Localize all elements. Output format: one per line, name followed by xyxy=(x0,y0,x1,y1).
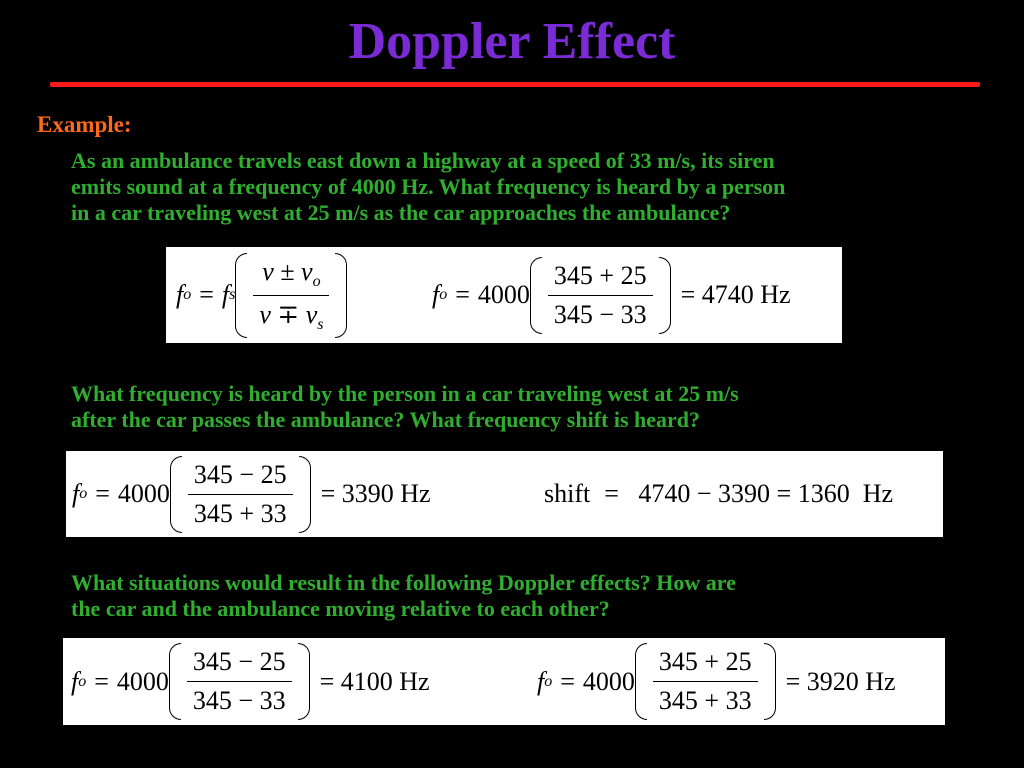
case-a-equation: f o = 4000 $\frac{345 - 25}{345 - 33}$ = 4100 Hz xyxy=(71,638,430,725)
paragraph-line: after the car passes the ambulance? What frequency shift is heard? xyxy=(71,407,701,432)
fraction: $\frac{v \pm v_o}{v \mp v_s}$ xyxy=(247,255,335,336)
paragraph-line: in a car traveling west at 25 m/s as the car approaches the ambulance? xyxy=(71,200,731,225)
approach-equation: f o = 4000 $\frac{345 + 25}{345 - 33}$ = 4740 Hz xyxy=(432,247,791,343)
example-label: Example: xyxy=(37,112,132,137)
paragraph-line: the car and the ambulance moving relative to each other? xyxy=(71,596,610,621)
general-doppler-equation: f o = f s $\frac{v \pm v_o}{v \mp v_s}$ xyxy=(176,247,347,343)
parenthesis-group: $\frac{345 + 25}{345 + 33}$ xyxy=(635,645,776,718)
paragraph-line: What situations would result in the following Doppler effects? How are xyxy=(71,570,736,595)
case-b-equation: f o = 4000 $\frac{345 + 25}{345 + 33}$ = 3920 Hz xyxy=(537,638,896,725)
slide-title: Doppler Effect xyxy=(348,13,676,70)
equation-box-3 xyxy=(63,638,945,725)
problem-paragraph-3 xyxy=(71,570,736,622)
parenthesis-group: $\frac{345 - 25}{345 - 33}$ xyxy=(169,645,310,718)
parenthesis-group xyxy=(235,255,347,336)
paragraph-line: What frequency is heard by the person in a car traveling west at 25 m/s xyxy=(71,381,739,406)
problem-paragraph-1 xyxy=(71,148,785,226)
title-underline xyxy=(50,82,980,87)
equation-box-2 xyxy=(66,451,943,537)
problem-paragraph-2 xyxy=(71,381,739,433)
equation-box-1 xyxy=(166,247,842,343)
shift-equation: shift = 4740 − 3390 = 1360 Hz xyxy=(544,479,894,508)
paragraph-line: emits sound at a frequency of 4000 Hz. What frequency is heard by a person xyxy=(71,174,786,199)
parenthesis-group: $\frac{345 + 25}{345 - 33}$ xyxy=(530,259,671,332)
paragraph-line: As an ambulance travels east down a highway at a speed of 33 m/s, its siren xyxy=(71,148,775,173)
recede-equation: f o = 4000 $\frac{345 - 25}{345 + 33}$ = 3390 Hz xyxy=(72,451,431,537)
parenthesis-group: $\frac{345 - 25}{345 + 33}$ xyxy=(170,458,311,531)
